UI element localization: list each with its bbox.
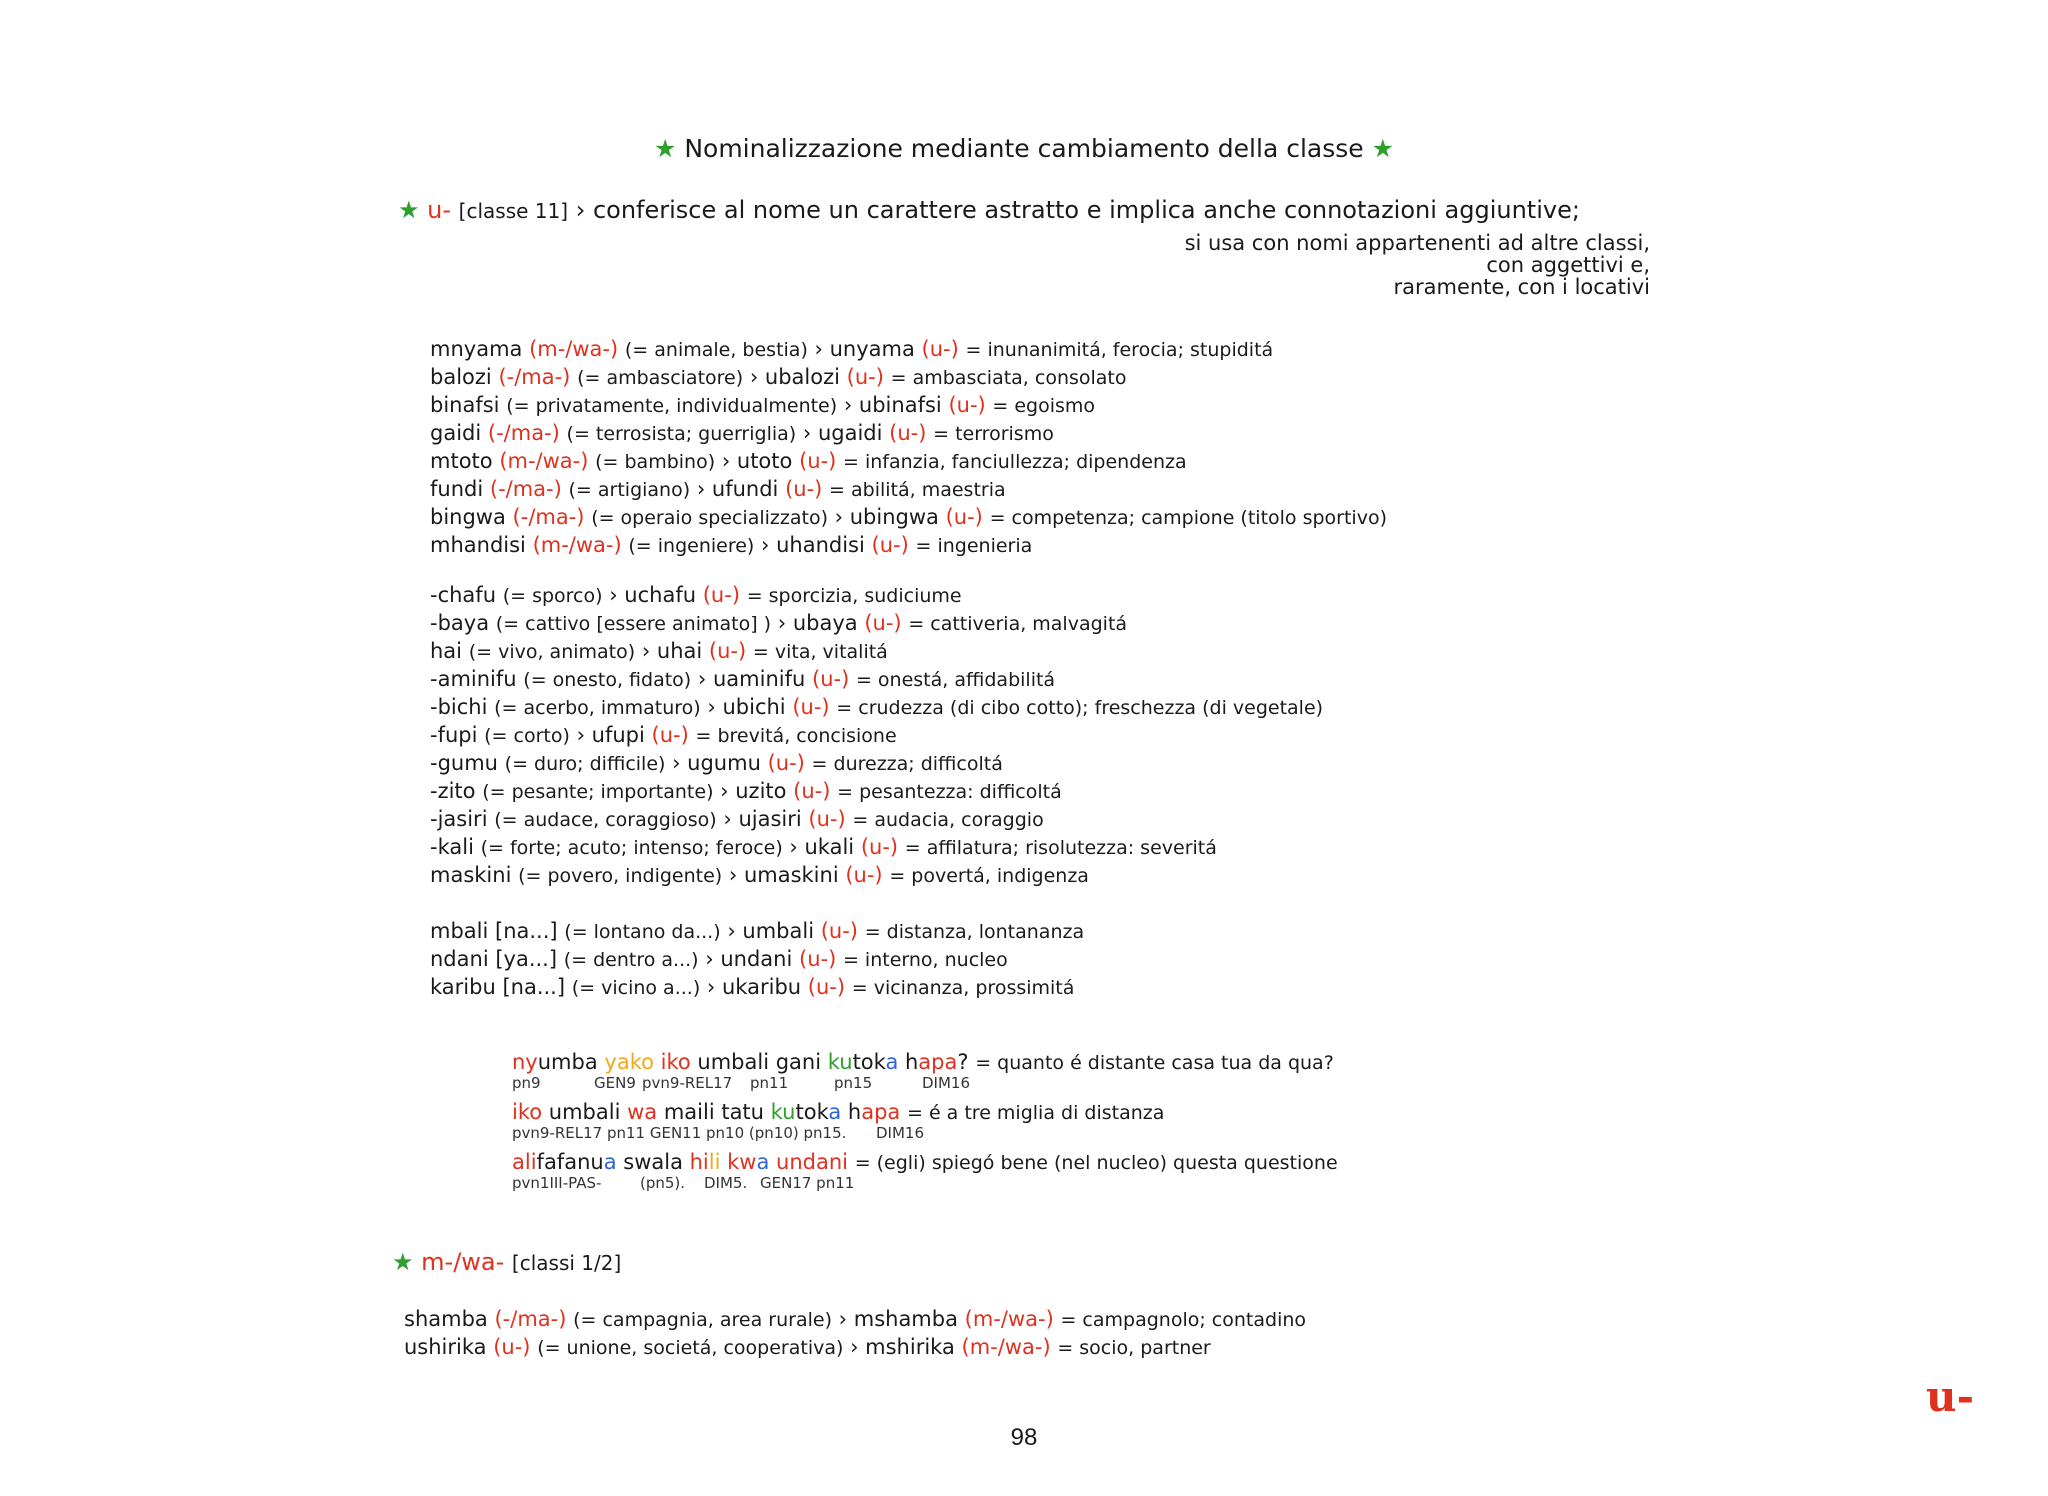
headword: -bichi (430, 695, 488, 719)
word-list-adjectives (430, 582, 1323, 890)
morpheme: a (756, 1150, 777, 1174)
arrow-icon: › (700, 695, 723, 719)
class-prefix: (u-) (889, 421, 927, 445)
class-prefix: (u-) (945, 505, 983, 529)
entry-line (404, 1334, 1306, 1362)
section-class: [classe 11] (458, 199, 569, 223)
example-sentences (512, 1050, 1338, 1200)
gloss: (= acerbo, immaturo) (494, 697, 701, 719)
class-prefix: (-/ma-) (512, 505, 585, 529)
morpheme: ku (827, 1050, 853, 1074)
gloss: (= animale, bestia) (624, 339, 808, 361)
meaning: = durezza; difficoltá (811, 753, 1003, 775)
class-prefix: (u-) (702, 583, 741, 607)
derived-word: ubalozi (764, 365, 840, 389)
morpheme: ? (957, 1050, 969, 1074)
class-prefix: (u-) (864, 611, 902, 635)
arrow-icon: › (715, 449, 737, 473)
page-number: 98 (1010, 1424, 1038, 1451)
arrow-icon: › (782, 835, 805, 859)
entry-line (430, 722, 1323, 750)
gloss: (= corto) (484, 725, 570, 747)
headword: gaidi (430, 421, 482, 445)
arrow-icon: › (771, 611, 793, 635)
morpheme: umbali (548, 1100, 628, 1124)
class-prefix: (m-/wa-) (961, 1335, 1051, 1359)
entry-line (430, 476, 1387, 504)
gloss: (= povero, indigente) (518, 865, 723, 887)
derived-word: ugumu (687, 751, 761, 775)
headword: -fupi (430, 723, 478, 747)
meaning: = competenza; campione (titolo sportivo) (989, 507, 1387, 529)
entry-line (430, 638, 1323, 666)
entry-line (430, 582, 1323, 610)
entry-line (430, 504, 1387, 532)
meaning: = egoismo (992, 395, 1096, 417)
gloss: (= privatamente, individualmente) (506, 395, 838, 417)
entry-line (430, 778, 1323, 806)
morpheme: a (885, 1050, 905, 1074)
class-prefix: (u-) (845, 863, 883, 887)
arrow-icon: › (716, 807, 739, 831)
derived-word: uzito (735, 779, 787, 803)
gloss: (= operaio specializzato) (591, 507, 828, 529)
arrow-icon: › (700, 975, 722, 999)
arrow-icon: › (665, 751, 688, 775)
meaning: = sporcizia, sudiciume (746, 585, 962, 607)
gloss: (= duro; difficile) (504, 753, 666, 775)
class-prefix: (u-) (793, 779, 831, 803)
arrow-icon: › (843, 1335, 866, 1359)
arrow-icon: › (602, 583, 625, 607)
morpheme: tok (795, 1100, 829, 1124)
gloss-tag: (pn5). (640, 1174, 686, 1192)
entry-line (430, 610, 1323, 638)
gloss: (= audace, coraggioso) (494, 809, 717, 831)
headword: mnyama (430, 337, 523, 361)
morpheme: apa (861, 1100, 901, 1124)
derived-word: ubingwa (849, 505, 939, 529)
class-prefix: (u-) (708, 639, 747, 663)
meaning: = onestá, affidabilitá (855, 669, 1056, 691)
headword: karibu [na...] (430, 975, 566, 999)
derived-word: umaskini (743, 863, 839, 887)
interlinear-gloss (512, 1174, 1338, 1194)
arrow-icon: › (807, 337, 830, 361)
arrow-icon: › (754, 533, 777, 557)
gloss: (= ingeniere) (628, 535, 755, 557)
morpheme: h (847, 1100, 862, 1124)
morpheme: maili tatu (663, 1100, 771, 1124)
meaning: = infanzia, fanciullezza; dipendenza (843, 451, 1187, 473)
class-prefix: (u-) (820, 919, 858, 943)
morpheme: h (904, 1050, 919, 1074)
entry-line (430, 806, 1323, 834)
meaning: = vicinanza, prossimitá (851, 977, 1075, 999)
example-meaning: = é a tre miglia di distanza (906, 1102, 1165, 1124)
meaning: = socio, partner (1057, 1337, 1211, 1359)
morpheme: ali (512, 1150, 537, 1174)
meaning: = campagnolo; contadino (1060, 1309, 1307, 1331)
morpheme: a (603, 1150, 624, 1174)
gloss: (= terrosista; guerriglia) (566, 423, 797, 445)
derived-word: unyama (829, 337, 915, 361)
page-title (0, 134, 2048, 163)
entry-line (430, 666, 1323, 694)
entry-line (430, 750, 1323, 778)
gloss: (= vivo, animato) (468, 641, 636, 663)
gloss: (= vicino a...) (571, 977, 701, 999)
meaning: = vita, vitalitá (752, 641, 888, 663)
derived-word: ukaribu (722, 975, 802, 999)
derived-word: mshamba (853, 1307, 958, 1331)
headword: balozi (430, 365, 492, 389)
arrow-icon: › (635, 639, 657, 663)
section-note (1185, 232, 1650, 298)
derived-word: ubinafsi (858, 393, 942, 417)
headword: shamba (404, 1307, 488, 1331)
morpheme: fafanu (536, 1150, 604, 1174)
class-prefix: (m-/wa-) (964, 1307, 1054, 1331)
morpheme: a (828, 1100, 848, 1124)
example-sentence (512, 1100, 1338, 1124)
morpheme: apa (918, 1050, 958, 1074)
derived-word: uaminifu (712, 667, 806, 691)
headword: mbali [na...] (430, 919, 558, 943)
gloss-tag: pn11 (750, 1074, 789, 1092)
headword: binafsi (430, 393, 500, 417)
derived-word: undani (720, 947, 793, 971)
morpheme: ku (770, 1100, 796, 1124)
gloss-tag: GEN17 pn11 (760, 1174, 855, 1192)
arrow-icon: › (691, 667, 713, 691)
gloss: (= dentro a...) (563, 949, 699, 971)
morpheme: ya (604, 1050, 630, 1074)
entry-line (430, 420, 1387, 448)
entry-line (404, 1306, 1306, 1334)
headword: -chafu (430, 583, 497, 607)
gloss: (= artigiano) (568, 479, 691, 501)
class-prefix: (u-) (807, 975, 846, 999)
word-list-class-1-2 (404, 1306, 1306, 1362)
example (512, 1100, 1338, 1144)
meaning: = abilitá, maestria (829, 479, 1006, 501)
example-sentence (512, 1150, 1338, 1174)
headword: ndani [ya...] (430, 947, 558, 971)
headword: mhandisi (430, 533, 526, 557)
gloss: (= bambino) (595, 451, 716, 473)
note-line: con aggettivi e, (1486, 253, 1650, 277)
entry-line (430, 862, 1323, 890)
headword: -zito (430, 779, 476, 803)
gloss-tag: DIM5. (704, 1174, 748, 1192)
headword: -gumu (430, 751, 498, 775)
headword: -aminifu (430, 667, 517, 691)
headword: ushirika (404, 1335, 487, 1359)
arrow-icon: › (743, 365, 765, 389)
arrow-icon: › (722, 863, 744, 887)
star-icon: ★ (1371, 134, 1395, 163)
entry-line (430, 834, 1323, 862)
headword: bingwa (430, 505, 506, 529)
interlinear-gloss (512, 1124, 1338, 1144)
meaning: = interno, nucleo (842, 949, 1008, 971)
star-icon: ★ (398, 196, 420, 224)
example-meaning: = (egli) spiegó bene (nel nucleo) questa questione (854, 1152, 1338, 1174)
class-prefix: (-/ma-) (498, 365, 571, 389)
derived-word: ubichi (722, 695, 786, 719)
meaning: = crudezza (di cibo cotto); freschezza (di vegetale) (836, 697, 1324, 719)
morpheme: hi (689, 1150, 709, 1174)
gloss: (= ambasciatore) (577, 367, 744, 389)
entry-line (430, 448, 1387, 476)
morpheme: iko (512, 1100, 549, 1124)
interlinear-gloss (512, 1074, 1338, 1094)
class-prefix: (u-) (846, 365, 884, 389)
entry-line (430, 364, 1387, 392)
word-list-locatives (430, 918, 1084, 1002)
arrow-icon: › (713, 779, 736, 803)
gloss-tag: pvn9-REL17 pn11 GEN11 pn10 (pn10) pn15. (512, 1124, 847, 1142)
class-prefix: (u-) (493, 1335, 531, 1359)
gloss-tag: pn9 (512, 1074, 541, 1092)
meaning: = audacia, coraggio (852, 809, 1044, 831)
class-prefix: (u-) (785, 477, 823, 501)
headword: -jasiri (430, 807, 488, 831)
arrow-icon: › (827, 505, 850, 529)
class-prefix: (u-) (948, 393, 986, 417)
derived-word: mshirika (865, 1335, 955, 1359)
morpheme: tok (852, 1050, 886, 1074)
meaning: = distanza, lontananza (864, 921, 1085, 943)
entry-line (430, 694, 1323, 722)
gloss: (= onesto, fidato) (523, 669, 692, 691)
derived-word: ujasiri (738, 807, 802, 831)
morpheme: swala (623, 1150, 690, 1174)
star-icon: ★ (392, 1248, 414, 1276)
morpheme: undani (776, 1150, 848, 1174)
arrow-icon: › (837, 393, 859, 417)
arrow-icon: › (831, 1307, 854, 1331)
class-prefix: (u-) (767, 751, 805, 775)
gloss-tag: GEN9 (594, 1074, 636, 1092)
morpheme: kw (727, 1150, 757, 1174)
class-prefix: (u-) (921, 337, 959, 361)
morpheme: ko (629, 1050, 661, 1074)
class-prefix: (-/ma-) (489, 477, 562, 501)
class-prefix: (-/ma-) (494, 1307, 567, 1331)
meaning: = pesantezza: difficoltá (837, 781, 1062, 803)
section-u-heading (398, 196, 1580, 224)
class-prefix: (u-) (808, 807, 846, 831)
gloss: (= unione, societá, cooperativa) (537, 1337, 844, 1359)
section-prefix: u- (427, 196, 452, 224)
gloss-tag: pvn9-REL17 (642, 1074, 733, 1092)
derived-word: ufupi (591, 723, 645, 747)
morpheme: ny (512, 1050, 538, 1074)
class-prefix: (u-) (799, 947, 837, 971)
section-class: [classi 1/2] (511, 1251, 622, 1275)
entry-line (430, 532, 1387, 560)
example (512, 1150, 1338, 1194)
morpheme: umba (537, 1050, 605, 1074)
arrow-icon: › (720, 919, 743, 943)
derived-word: ukali (804, 835, 855, 859)
class-prefix: (m-/wa-) (529, 337, 619, 361)
headword: maskini (430, 863, 512, 887)
class-prefix: (m-/wa-) (499, 449, 589, 473)
entry-line (430, 974, 1084, 1002)
gloss: (= pesante; importante) (482, 781, 714, 803)
meaning: = ingenieria (915, 535, 1033, 557)
derived-word: utoto (736, 449, 793, 473)
gloss-tag: DIM16 (876, 1124, 925, 1142)
morpheme: wa (627, 1100, 664, 1124)
example-sentence (512, 1050, 1338, 1074)
chapter-tab: u- (1926, 1372, 1974, 1421)
gloss-tag: DIM16 (922, 1074, 971, 1092)
entry-line (430, 918, 1084, 946)
arrow-icon: › (575, 196, 586, 224)
class-prefix: (u-) (651, 723, 689, 747)
word-list-nouns (430, 336, 1387, 560)
morpheme: umbali gani (697, 1050, 828, 1074)
class-prefix: (m-/wa-) (532, 533, 622, 557)
arrow-icon: › (569, 723, 592, 747)
section-prefix: m-/wa- (421, 1248, 505, 1276)
arrow-icon: › (690, 477, 712, 501)
class-prefix: (-/ma-) (487, 421, 560, 445)
star-icon: ★ (653, 134, 677, 163)
meaning: = brevitá, concisione (695, 725, 897, 747)
derived-word: uchafu (624, 583, 697, 607)
gloss: (= cattivo [essere animato] ) (495, 613, 772, 635)
gloss: (= campagnia, area rurale) (573, 1309, 832, 1331)
example-meaning: = quanto é distante casa tua da qua? (975, 1052, 1334, 1074)
gloss: (= forte; acuto; intenso; feroce) (480, 837, 783, 859)
entry-line (430, 946, 1084, 974)
headword: fundi (430, 477, 484, 501)
example (512, 1050, 1338, 1094)
headword: hai (430, 639, 463, 663)
derived-word: uhandisi (776, 533, 865, 557)
entry-line (430, 392, 1387, 420)
gloss: (= sporco) (502, 585, 603, 607)
gloss-tag: pn15 (834, 1074, 873, 1092)
arrow-icon: › (698, 947, 721, 971)
derived-word: ugaidi (817, 421, 883, 445)
morpheme: li (708, 1150, 728, 1174)
section-m-wa-heading (392, 1248, 621, 1276)
meaning: = affilatura; risolutezza: severitá (904, 837, 1217, 859)
gloss: (= lontano da...) (564, 921, 721, 943)
class-prefix: (u-) (812, 667, 850, 691)
arrow-icon: › (796, 421, 818, 445)
meaning: = ambasciata, consolato (890, 367, 1127, 389)
note-line: raramente, con i locativi (1393, 275, 1650, 299)
page-title-text: Nominalizzazione mediante cambiamento della classe (684, 134, 1364, 163)
meaning: = inunanimitá, ferocia; stupiditá (965, 339, 1274, 361)
meaning: = povertá, indigenza (889, 865, 1089, 887)
gloss-tag: pvn1III-PAS- (512, 1174, 602, 1192)
derived-word: ufundi (711, 477, 779, 501)
class-prefix: (u-) (792, 695, 830, 719)
meaning: = terrorismo (933, 423, 1054, 445)
derived-word: ubaya (792, 611, 858, 635)
section-description: conferisce al nome un carattere astratto e implica anche connotazioni aggiuntive; (592, 196, 1580, 224)
headword: mtoto (430, 449, 493, 473)
class-prefix: (u-) (799, 449, 837, 473)
derived-word: umbali (742, 919, 815, 943)
derived-word: uhai (656, 639, 703, 663)
class-prefix: (u-) (860, 835, 899, 859)
class-prefix: (u-) (871, 533, 909, 557)
headword: -kali (430, 835, 474, 859)
headword: -baya (430, 611, 490, 635)
note-line: si usa con nomi appartenenti ad altre classi, (1184, 231, 1650, 255)
meaning: = cattiveria, malvagitá (908, 613, 1128, 635)
morpheme: iko (660, 1050, 698, 1074)
entry-line (430, 336, 1387, 364)
